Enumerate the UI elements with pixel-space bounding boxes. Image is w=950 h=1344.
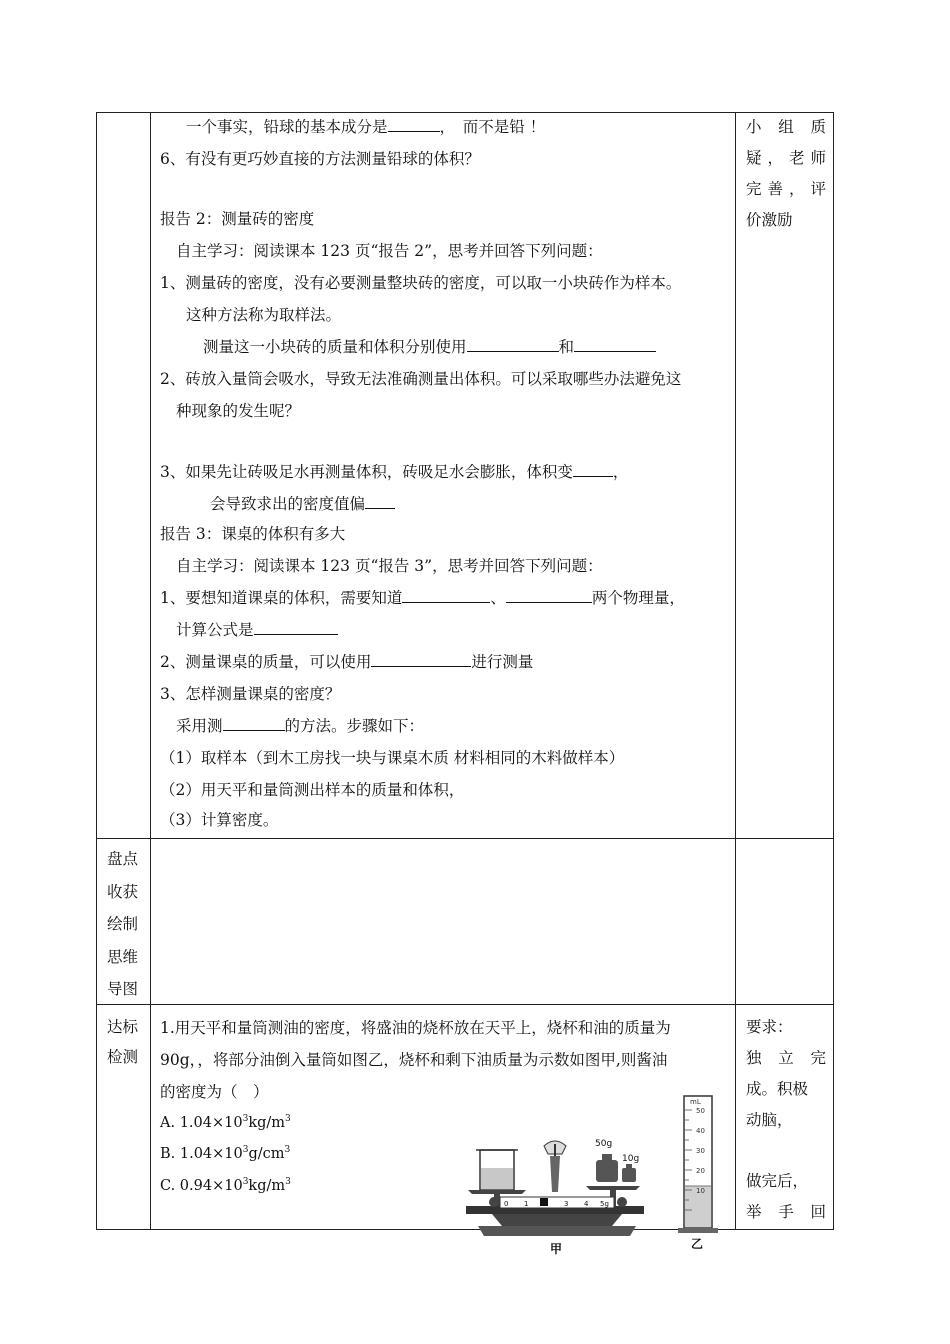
q3-1-formula: 计算公式是 [176, 620, 338, 640]
dial-icon [544, 1141, 566, 1192]
table-col-divider-2 [735, 112, 736, 1230]
q3-1: 1、要想知道课桌的体积，需要知道 、 两个物理量， [160, 589, 685, 607]
svg-text:40: 40 [696, 1127, 705, 1135]
q2-1-fill: 测量这一小块砖的质量和体积分别使用 和 [203, 337, 656, 357]
rider [540, 1198, 548, 1206]
svg-text:5g: 5g [600, 1200, 609, 1208]
self-study-3: 自主学习：阅读课本 123 页“报告 3”，思考并回答下列问题： [176, 557, 603, 575]
table-top-border [96, 112, 834, 113]
label-yi: 乙 [691, 1237, 704, 1251]
step-1: （1）取样本（到木工房找一块与课桌木质 材料相同的木料做样本） [160, 749, 625, 767]
balance-figure [462, 1130, 652, 1260]
q2-2: 2、砖放入量筒会吸水，导致无法准确测量出体积。可以采取哪些办法避免这 [160, 370, 682, 388]
svg-text:mL: mL [690, 1098, 701, 1106]
svg-text:50: 50 [696, 1107, 705, 1115]
exercise-q-line-1: 1.用天平和量筒测油的密度，将盛油的烧杯放在天平上，烧杯和油的质量为 [160, 1019, 671, 1037]
q2-3-cont: 会导致求出的密度值偏 [210, 494, 395, 514]
self-study-2: 自主学习：阅读课本 123 页“报告 2”，思考并回答下列问题： [176, 242, 603, 260]
svg-text:30: 30 [696, 1147, 705, 1155]
report-2-title: 报告 2：测量砖的密度 [160, 210, 315, 228]
right-note-1: 小 组 质 疑 ， 老 师 完 善 ， 评 价激励 [746, 118, 826, 229]
svg-text:20: 20 [696, 1167, 705, 1175]
weight-10g-icon [622, 1154, 639, 1182]
option-b: B. $1.04\times 10^3g/cm^3$ [160, 1145, 291, 1162]
left-label-test: 达标 检测 [107, 1018, 139, 1066]
text-line-1: 一个事实，铅球的基本成分是 ， 而不是铅 ！ [186, 118, 546, 136]
question-6: 6、有没有更巧妙直接的方法测量铅球的体积？ [160, 150, 480, 168]
measuring-cylinder-icon [678, 1096, 718, 1233]
table-row-divider-1 [96, 838, 834, 839]
cylinder-figure [674, 1090, 724, 1252]
q3-2: 2、测量课桌的质量，可以使用 进行测量 [160, 653, 534, 671]
table-row-divider-2 [96, 1004, 834, 1005]
svg-text:50g: 50g [595, 1139, 613, 1149]
svg-text:4: 4 [584, 1200, 589, 1208]
option-c: C. $0.94\times 10^3kg/m^3$ [160, 1177, 291, 1194]
label-jia: 甲 [550, 1242, 563, 1256]
q3-3: 3、怎样测量课桌的密度？ [160, 685, 341, 703]
right-note-3: 要求： 独 立 完 成。积极 动脑， 做完后， 举 手 回 [746, 1018, 826, 1221]
option-a: A. $1.04\times 10^3kg/m^3$ [160, 1114, 291, 1131]
beaker-icon [476, 1150, 518, 1190]
q2-3: 3、如果先让砖吸足水再测量体积，砖吸足水会膨胀，体积变 ， [160, 463, 629, 481]
svg-text:1: 1 [524, 1200, 529, 1208]
exercise-q-line-3: 的密度为（ ） [160, 1083, 269, 1101]
svg-text:10g: 10g [622, 1154, 640, 1164]
table-left-border [96, 112, 97, 1230]
table-right-border [833, 112, 834, 1230]
left-label-summary: 盘点 收获 绘制 思维 导图 [107, 850, 139, 998]
exercise-q-line-2: 90g，，将部分油倒入量筒如图乙，烧杯和剩下油质量为示数如图甲,则酱油 [160, 1051, 668, 1069]
q3-3-method: 采用测 的方法。步骤如下： [176, 717, 425, 735]
step-2: （2）用天平和量筒测出样本的质量和体积， [160, 781, 465, 799]
svg-text:10: 10 [696, 1187, 705, 1195]
q2-2-cont: 种现象的发生呢？ [176, 402, 301, 420]
svg-text:3: 3 [564, 1200, 569, 1208]
report-3-title: 报告 3：课桌的体积有多大 [160, 525, 346, 543]
step-3: （3）计算密度。 [160, 811, 279, 829]
q2-1: 1、测量砖的密度，没有必要测量整块砖的密度，可以取一小块砖作为样本。 [160, 274, 682, 292]
table-col-divider-1 [150, 112, 151, 1230]
q2-1-cont: 这种方法称为取样法。 [186, 306, 342, 324]
weight-50g-icon [595, 1139, 618, 1182]
svg-text:0: 0 [504, 1200, 509, 1208]
